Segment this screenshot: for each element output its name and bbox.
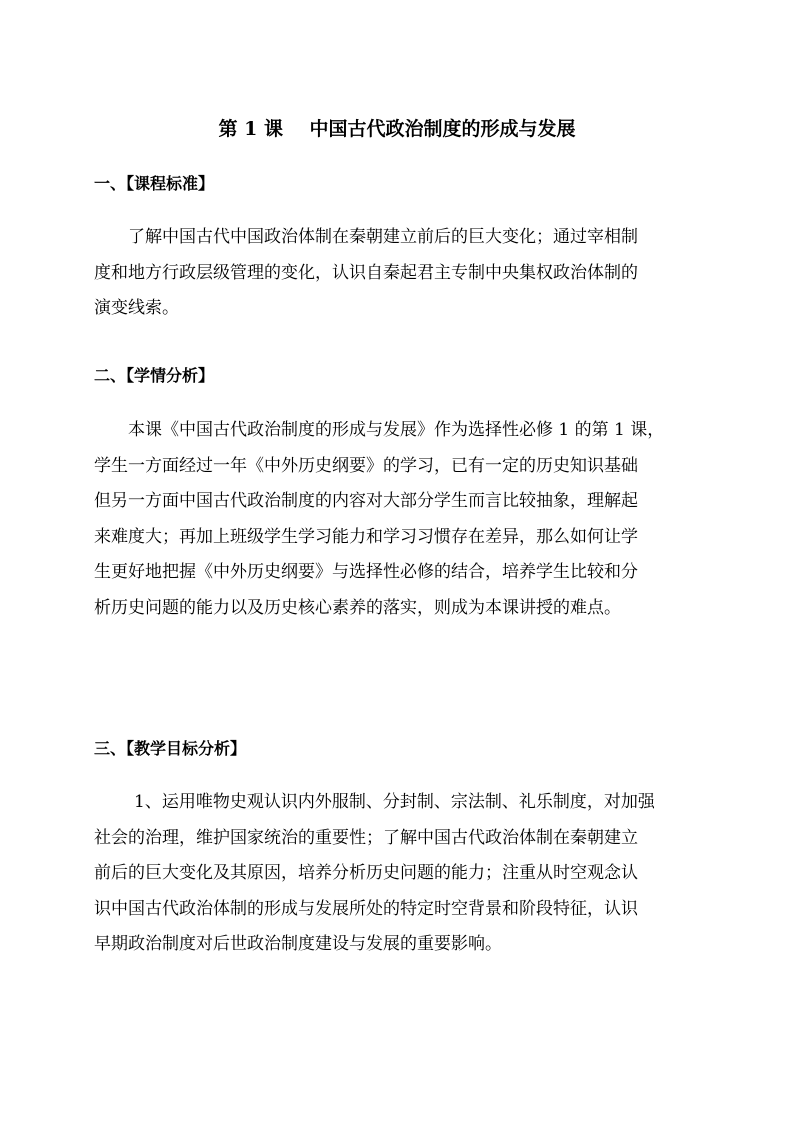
section-body-curriculum-standard	[94, 220, 702, 327]
paragraph-line: 前后的巨大变化及其原因，培养分析历史问题的能力；注重从时空观念认	[94, 863, 638, 883]
paragraph-line: 了解中国古代中国政治体制在秦朝建立前后的巨大变化；通过宰相制	[128, 227, 638, 247]
paragraph-line: 来难度大；再加上班级学生学习能力和学习习惯存在差异，那么如何让学	[94, 526, 638, 547]
paragraph-line: 早期政治制度对后世政治制度建设与发展的重要影响。	[94, 934, 502, 954]
paragraph-line: 度和地方行政层级管理的变化，认识自秦起君主专制中央集权政治体制的	[94, 262, 638, 283]
section-body-teaching-objectives	[94, 785, 702, 963]
paragraph-line: 演变线索。	[94, 298, 179, 318]
section-heading-teaching-objectives: 三、【教学目标分析】	[94, 739, 247, 758]
paragraph-line: 生更好地把握《中外历史纲要》与选择性必修的结合，培养学生比较和分	[94, 562, 638, 582]
paragraph-line: 1、运用唯物史观认识内外服制、分封制、宗法制、礼乐制度，对加强	[134, 792, 655, 812]
page-title: 第 1 课 中国古代政治制度的形成与发展	[218, 118, 576, 140]
paragraph-line: 但另一方面中国古代政治制度的内容对大部分学生而言比较抽象，理解起	[94, 491, 638, 511]
paragraph-line: 识中国古代政治体制的形成与发展所处的特定时空背景和阶段特征，认识	[94, 898, 638, 919]
paragraph-line: 学生一方面经过一年《中外历史纲要》的学习，已有一定的历史知识基础	[94, 455, 638, 476]
paragraph-line: 社会的治理，维护国家统治的重要性；了解中国古代政治体制在秦朝建立	[94, 827, 638, 848]
section-heading-curriculum-standard: 一、【课程标准】	[94, 174, 215, 193]
section-body-learner-analysis	[94, 413, 702, 626]
section-heading-learner-analysis: 二、【学情分析】	[94, 366, 215, 385]
paragraph-line: 本课《中国古代政治制度的形成与发展》作为选择性必修 1 的第 1 课，	[128, 420, 665, 440]
paragraph-line: 析历史问题的能力以及历史核心素养的落实，则成为本课讲授的难点。	[94, 597, 621, 618]
